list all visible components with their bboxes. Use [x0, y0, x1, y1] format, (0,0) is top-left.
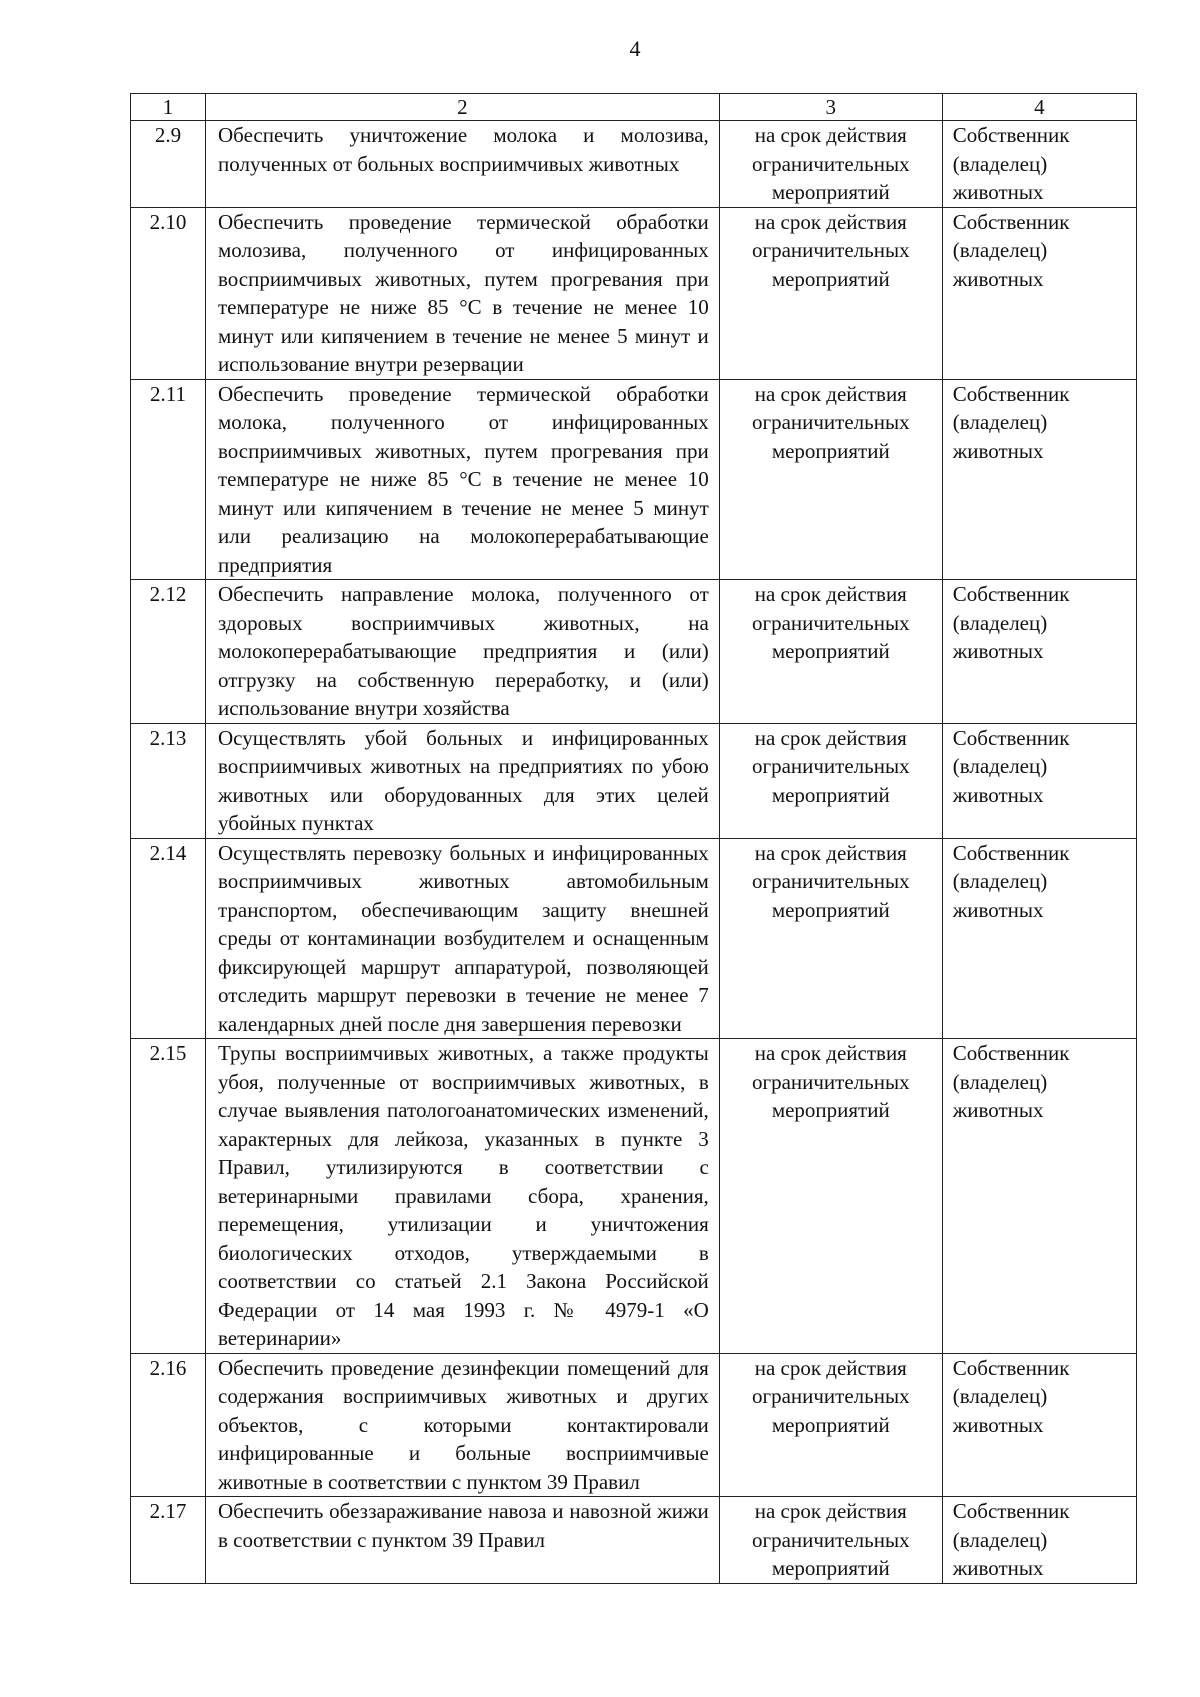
measures-table — [130, 93, 1137, 1584]
responsible-cell: Собственник (владелец) животных — [942, 121, 1136, 208]
measure-cell: Осуществлять убой больных и инфицированных восприимчивых животных на предприятиях по убою животных или оборудованных для этих целей убойных пунктах — [206, 723, 720, 838]
header-col-1: 1 — [131, 94, 206, 121]
table-row — [131, 1497, 1137, 1584]
term-cell: на срок действия ограничительных мероприятий — [719, 838, 942, 1039]
responsible-cell: Собственник (владелец) животных — [942, 207, 1136, 379]
term-cell: на срок действия ограничительных мероприятий — [719, 580, 942, 724]
measure-cell: Осуществлять перевозку больных и инфицированных восприимчивых животных автомобильным транспортом, обеспечивающим защиту внешней среды от контаминации возбудителем и оснащенным фиксирующей маршрут аппаратурой, позволяющей отследить маршрут перевозки в течение не менее 7 календарных дней после дня завершения перевозки — [206, 838, 720, 1039]
responsible-cell: Собственник (владелец) животных — [942, 1497, 1136, 1584]
measure-cell: Обеспечить направление молока, полученного от здоровых восприимчивых животных, на молокоперерабатывающие предприятия и (или) отгрузку на собственную переработку, и (или) использование внутри хозяйства — [206, 580, 720, 724]
responsible-cell: Собственник (владелец) животных — [942, 580, 1136, 724]
responsible-cell: Собственник (владелец) животных — [942, 379, 1136, 580]
table-row — [131, 379, 1137, 580]
table-row — [131, 207, 1137, 379]
responsible-cell: Собственник (владелец) животных — [942, 723, 1136, 838]
table-row — [131, 121, 1137, 208]
term-cell: на срок действия ограничительных мероприятий — [719, 1497, 942, 1584]
term-cell: на срок действия ограничительных мероприятий — [719, 379, 942, 580]
table-header-row — [131, 94, 1137, 121]
row-number-cell: 2.13 — [131, 723, 206, 838]
table-row — [131, 838, 1137, 1039]
measure-cell: Обеспечить проведение термической обработки молока, полученного от инфицированных восприимчивых животных, путем прогревания при температуре не ниже 85 °С в течение не менее 10 минут или кипячением в течение не менее 5 минут или реализацию на молокоперерабатывающие предприятия — [206, 379, 720, 580]
measure-cell: Обеспечить проведение термической обработки молозива, полученного от инфицированных восприимчивых животных, путем прогревания при температуре не ниже 85 °С в течение не менее 10 минут или кипячением в течение не менее 5 минут и использование внутри резервации — [206, 207, 720, 379]
header-col-4: 4 — [942, 94, 1136, 121]
row-number-cell: 2.17 — [131, 1497, 206, 1584]
row-number-cell: 2.14 — [131, 838, 206, 1039]
row-number-cell: 2.16 — [131, 1353, 206, 1497]
measure-cell: Трупы восприимчивых животных, а также продукты убоя, полученные от восприимчивых животных, в случае выявления патологоанатомических изменений, характерных для лейкоза, указанных в пункте 3 Правил, утилизируются в соответствии с ветеринарными правилами сбора, хранения, перемещения, утилизации и уничтожения биологических отходов, утверждаемыми в соответствии со статьей 2.1 Закона Российской Федерации от 14 мая 1993 г. № 4979-1 «О ветеринарии» — [206, 1039, 720, 1354]
table-row — [131, 1039, 1137, 1354]
row-number-cell: 2.10 — [131, 207, 206, 379]
term-cell: на срок действия ограничительных мероприятий — [719, 207, 942, 379]
row-number-cell: 2.12 — [131, 580, 206, 724]
row-number-cell: 2.9 — [131, 121, 206, 208]
responsible-cell: Собственник (владелец) животных — [942, 838, 1136, 1039]
term-cell: на срок действия ограничительных мероприятий — [719, 1353, 942, 1497]
header-col-3: 3 — [719, 94, 942, 121]
responsible-cell: Собственник (владелец) животных — [942, 1039, 1136, 1354]
responsible-cell: Собственник (владелец) животных — [942, 1353, 1136, 1497]
measure-cell: Обеспечить обеззараживание навоза и навозной жижи в соответствии с пунктом 39 Правил — [206, 1497, 720, 1584]
term-cell: на срок действия ограничительных мероприятий — [719, 121, 942, 208]
row-number-cell: 2.15 — [131, 1039, 206, 1354]
measure-cell: Обеспечить уничтожение молока и молозива, полученных от больных восприимчивых животных — [206, 121, 720, 208]
table-row — [131, 580, 1137, 724]
page-number: 4 — [629, 36, 641, 61]
measure-cell: Обеспечить проведение дезинфекции помещений для содержания восприимчивых животных и других объектов, с которыми контактировали инфицированные и больные восприимчивые животные в соответствии с пунктом 39 Правил — [206, 1353, 720, 1497]
table-row — [131, 723, 1137, 838]
table-row — [131, 1353, 1137, 1497]
row-number-cell: 2.11 — [131, 379, 206, 580]
term-cell: на срок действия ограничительных мероприятий — [719, 723, 942, 838]
term-cell: на срок действия ограничительных мероприятий — [719, 1039, 942, 1354]
table-body — [131, 121, 1137, 1584]
header-col-2: 2 — [206, 94, 720, 121]
